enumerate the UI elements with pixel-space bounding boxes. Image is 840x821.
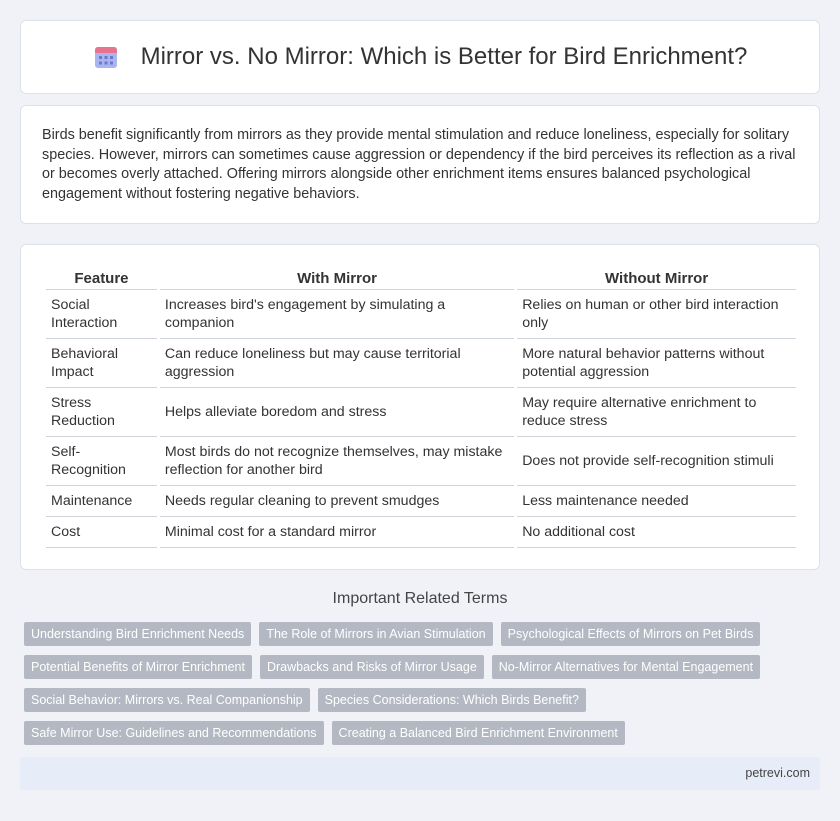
table-row — [46, 486, 796, 517]
intro-card — [20, 105, 820, 224]
table-row — [46, 290, 796, 339]
title-card — [20, 20, 820, 94]
related-term-tag[interactable]: Social Behavior: Mirrors vs. Real Companionship — [24, 688, 310, 712]
calendar-icon — [93, 44, 119, 70]
with-mirror-cell: Most birds do not recognize themselves, may mistake reflection for another bird — [160, 437, 514, 486]
related-term-tag[interactable]: Potential Benefits of Mirror Enrichment — [24, 655, 252, 679]
with-mirror-cell: Minimal cost for a standard mirror — [160, 517, 514, 548]
footer-site-link[interactable]: petrevi.com — [745, 766, 810, 780]
related-term-tag[interactable]: The Role of Mirrors in Avian Stimulation — [259, 622, 492, 646]
related-term-tag[interactable]: Creating a Balanced Bird Enrichment Environment — [332, 721, 625, 745]
header-without-mirror: Without Mirror — [517, 265, 796, 290]
with-mirror-cell: Can reduce loneliness but may cause territorial aggression — [160, 339, 514, 388]
related-term-tag[interactable]: Safe Mirror Use: Guidelines and Recommendations — [24, 721, 324, 745]
table-row — [46, 517, 796, 548]
table-row — [46, 388, 796, 437]
related-terms-list — [24, 622, 824, 754]
with-mirror-cell: Needs regular cleaning to prevent smudges — [160, 486, 514, 517]
feature-cell: Stress Reduction — [46, 388, 157, 437]
with-mirror-cell: Helps alleviate boredom and stress — [160, 388, 514, 437]
page-title: Mirror vs. No Mirror: Which is Better for Bird Enrichment? — [140, 43, 748, 70]
table-row — [46, 339, 796, 388]
feature-cell: Behavioral Impact — [46, 339, 157, 388]
feature-cell: Social Interaction — [46, 290, 157, 339]
without-mirror-cell: May require alternative enrichment to reduce stress — [517, 388, 796, 437]
related-term-tag[interactable]: Psychological Effects of Mirrors on Pet Birds — [501, 622, 761, 646]
header-feature: Feature — [46, 265, 157, 290]
comparison-table — [43, 265, 799, 548]
without-mirror-cell: More natural behavior patterns without potential aggression — [517, 339, 796, 388]
without-mirror-cell: Relies on human or other bird interaction only — [517, 290, 796, 339]
without-mirror-cell: Does not provide self-recognition stimuli — [517, 437, 796, 486]
header-with-mirror: With Mirror — [160, 265, 514, 290]
related-term-tag[interactable]: Drawbacks and Risks of Mirror Usage — [260, 655, 484, 679]
feature-cell: Self-Recognition — [46, 437, 157, 486]
table-row — [46, 437, 796, 486]
related-term-tag[interactable]: Species Considerations: Which Birds Benefit? — [318, 688, 586, 712]
feature-cell: Cost — [46, 517, 157, 548]
comparison-card — [20, 244, 820, 570]
without-mirror-cell: No additional cost — [517, 517, 796, 548]
related-term-tag[interactable]: Understanding Bird Enrichment Needs — [24, 622, 251, 646]
with-mirror-cell: Increases bird's engagement by simulating a companion — [160, 290, 514, 339]
related-term-tag[interactable]: No-Mirror Alternatives for Mental Engagement — [492, 655, 760, 679]
footer — [20, 757, 820, 790]
without-mirror-cell: Less maintenance needed — [517, 486, 796, 517]
feature-cell: Maintenance — [46, 486, 157, 517]
related-terms-title: Important Related Terms — [332, 590, 508, 607]
intro-paragraph: Birds benefit significantly from mirrors as they provide mental stimulation and reduce loneliness, especially for solitary species. However, mirrors can sometimes cause aggression or dependency if the bird perceives its reflection as a rival or becomes overly attached. Offering mirrors alongside other enrichment items ensures balanced psychological engagement without fostering negative behaviors. — [42, 127, 796, 202]
